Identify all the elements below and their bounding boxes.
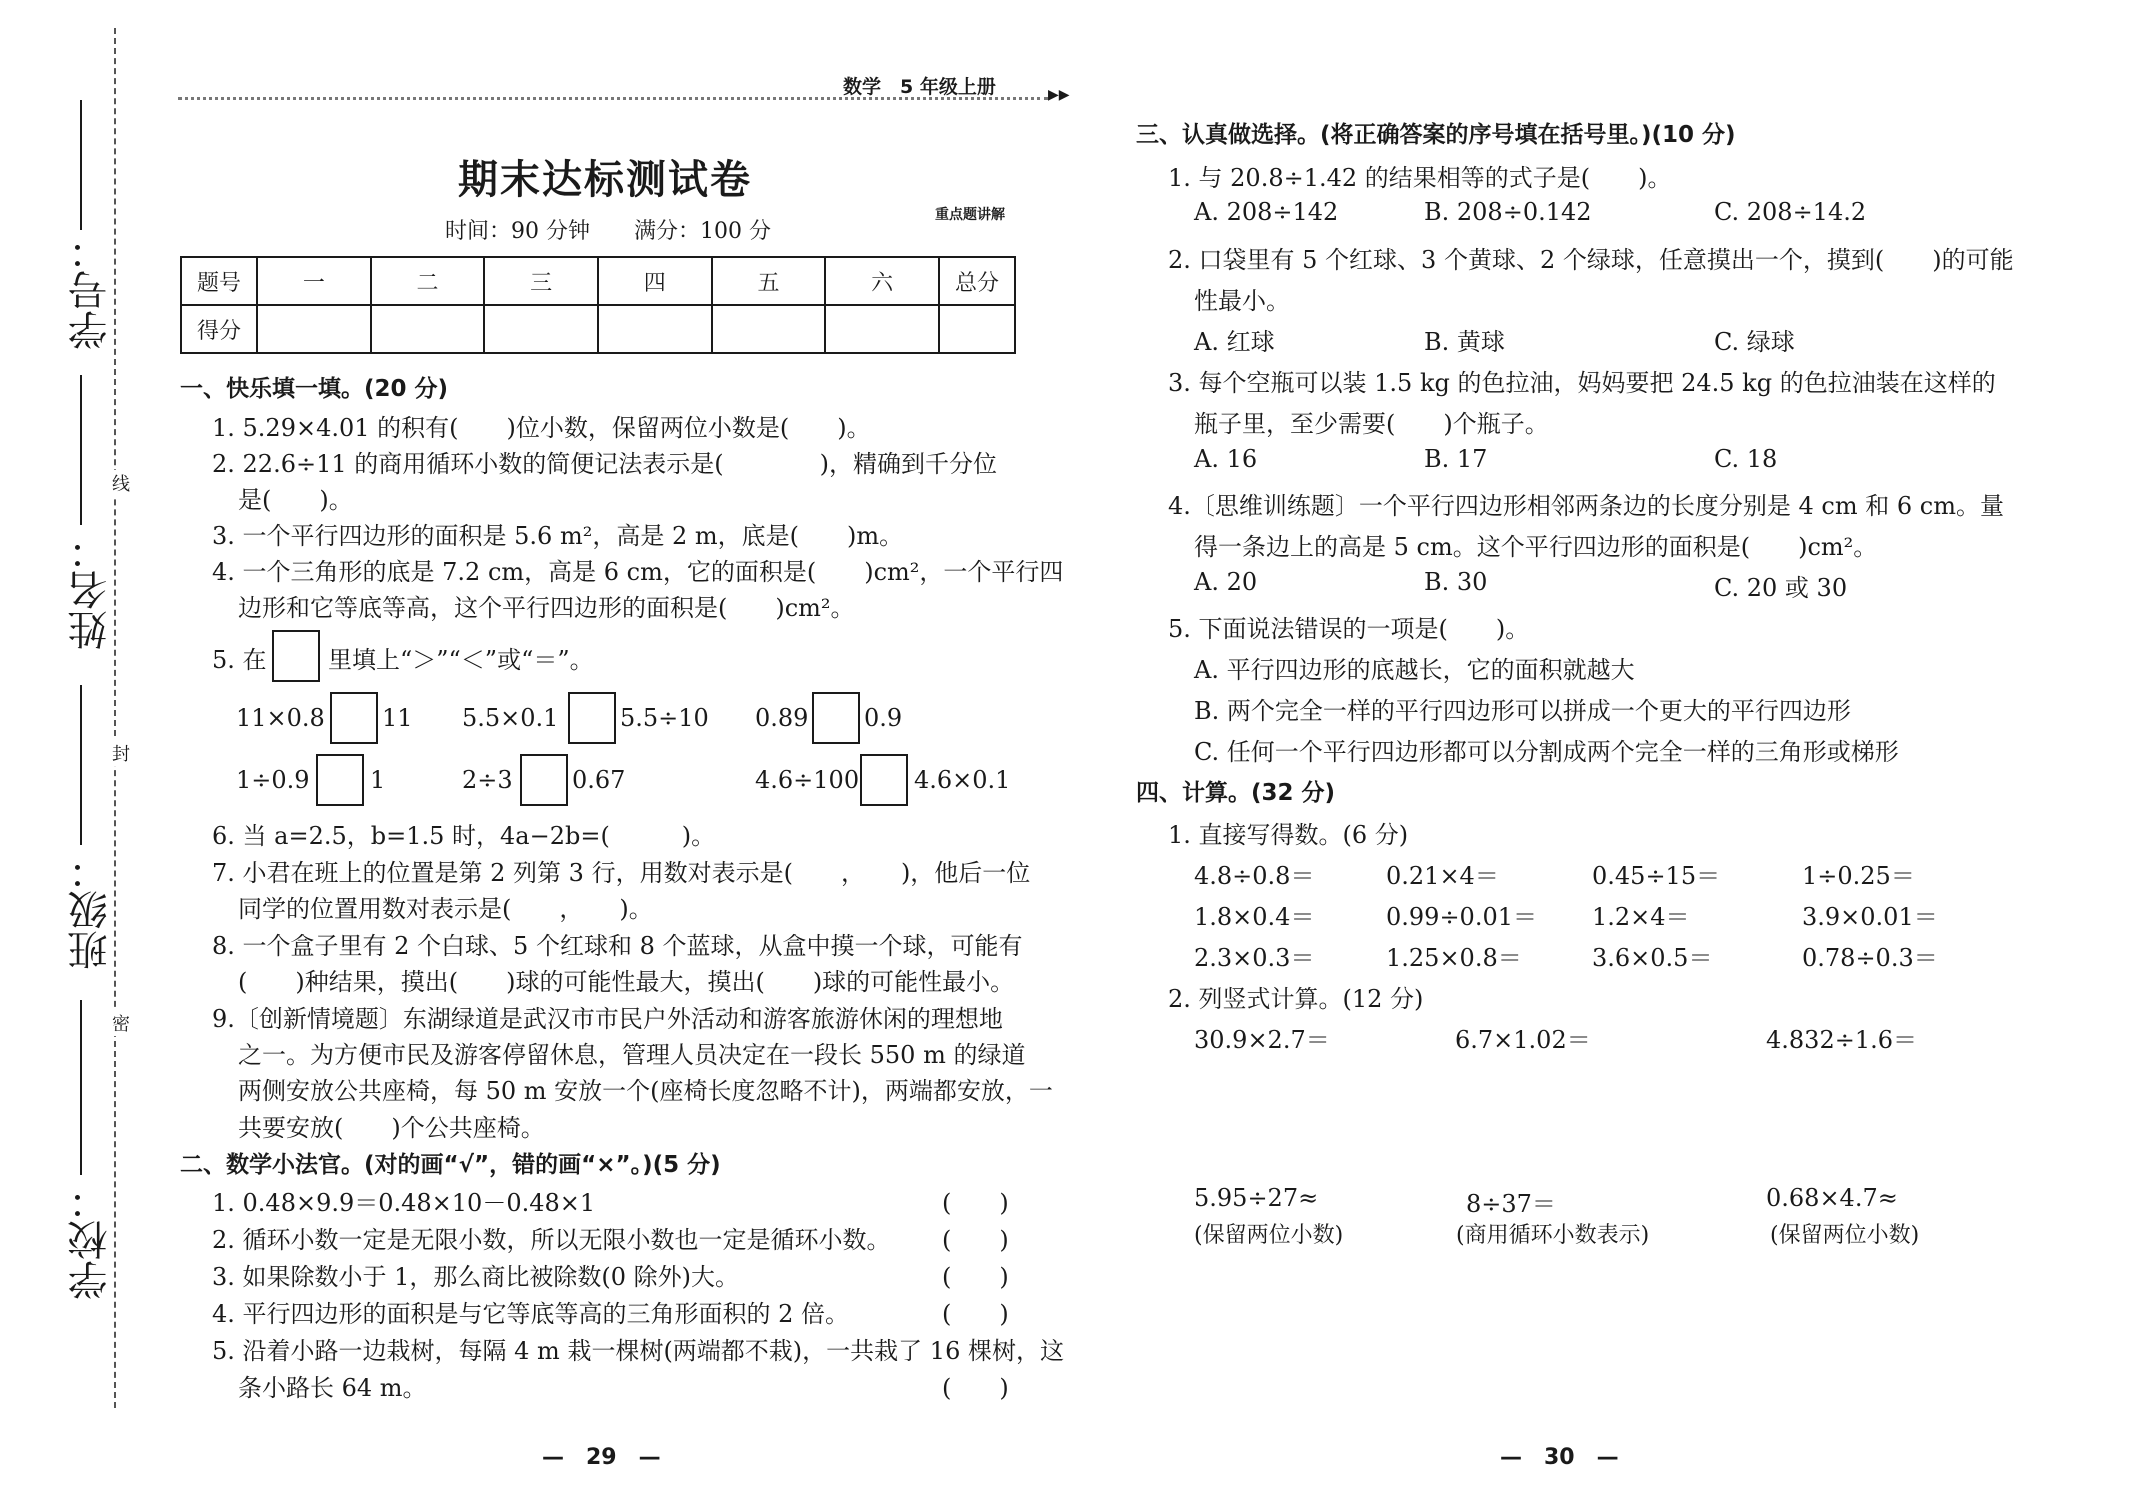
compare-box[interactable] [812,692,860,744]
seal-char-secret: 密 [112,1010,130,1036]
compare-box[interactable] [316,754,364,806]
direct-calc: 1.8×0.4＝ [1194,903,1315,931]
s1-q8-cont: ( )种结果，摸出( )球的可能性最大，摸出( )球的可能性最小。 [238,968,1015,996]
s1-q7-cont: 同学的位置用数对表示是( ， )。 [238,895,653,923]
s1-q2: 2. 22.6÷11 的商用循环小数的简便记法表示是( )，精确到千分位 [212,450,997,478]
student-id-line[interactable] [80,100,82,230]
s3-option[interactable]: A. 平行四边形的底越长，它的面积就越大 [1194,656,1635,684]
compare-box[interactable] [568,692,616,744]
score-table [180,256,1016,354]
compare-left: 0.89 [755,704,809,732]
s3-option[interactable]: B. 17 [1424,445,1488,473]
score-input-cell[interactable] [712,305,826,353]
score-table-score-row [181,305,1015,353]
student-id-label: 学号： [68,230,114,350]
compare-right: 11 [382,704,413,732]
page-number-right: — 30 — [1500,1445,1619,1470]
section2-title: 二、数学小法官。(对的画“√”，错的画“×”。)(5 分) [180,1152,721,1178]
s1-q4: 4. 一个三角形的底是 7.2 cm，高是 6 cm，它的面积是( )cm²，一个平行四 [212,558,1064,586]
direct-calc: 1.25×0.8＝ [1386,944,1522,972]
s3-option[interactable]: B. 两个完全一样的平行四边形可以拼成一个更大的平行四边形 [1194,697,1851,725]
approx-calc: 0.68×4.7≈ [1766,1184,1898,1212]
s3-q2: 2. 口袋里有 5 个红球、3 个黄球、2 个绿球，任意摸出一个，摸到( )的可能 [1168,246,2014,274]
direct-calc: 1.2×4＝ [1592,903,1690,931]
s3-q5: 5. 下面说法错误的一项是( )。 [1168,615,1530,643]
direct-calc: 0.21×4＝ [1386,862,1499,890]
s3-option[interactable]: C. 任何一个平行四边形都可以分割成两个完全一样的三角形或梯形 [1194,738,1899,766]
section3-title: 三、认真做选择。(将正确答案的序号填在括号里。)(10 分) [1136,122,1736,148]
score-table-header-row [181,257,1015,305]
s3-option[interactable]: C. 18 [1714,445,1778,473]
header-dotted-rule [178,97,1048,100]
compare-right: 0.67 [572,766,626,794]
seal-char-line: 线 [112,470,130,496]
compare-left: 5.5×0.1 [462,704,559,732]
direct-calc: 0.99÷0.01＝ [1386,903,1537,931]
section4-title: 四、计算。(32 分) [1136,780,1336,806]
s1-q1: 1. 5.29×4.01 的积有( )位小数，保留两位小数是( )。 [212,414,871,442]
score-cell: 四 [598,257,712,305]
s3-option[interactable]: A. 208÷142 [1194,198,1339,226]
score-input-cell[interactable] [825,305,939,353]
score-input-cell[interactable] [598,305,712,353]
score-cell: 三 [484,257,598,305]
compare-left: 2÷3 [462,766,513,794]
s3-option[interactable]: B. 208÷0.142 [1424,198,1592,226]
s2-answer-paren[interactable]: ( ) [942,1300,1009,1328]
direct-calc: 3.6×0.5＝ [1592,944,1713,972]
s3-option[interactable]: B. 黄球 [1424,328,1505,356]
s2-answer-paren[interactable]: ( ) [942,1263,1009,1291]
s1-q9-cont1: 之一。为方便市民及游客停留休息，管理人员决定在一段长 550 m 的绿道 [238,1041,1026,1069]
score-cell: 得分 [181,305,257,353]
s3-option[interactable]: B. 30 [1424,568,1488,596]
compare-right: 1 [370,766,386,794]
s3-q2-cont: 性最小。 [1194,287,1290,315]
direct-calc: 1÷0.25＝ [1802,862,1915,890]
binding-dashed-line [114,28,116,1408]
s3-q4-cont: 得一条边上的高是 5 cm。这个平行四边形的面积是( )cm²。 [1194,533,1878,561]
s3-option[interactable]: C. 绿球 [1714,328,1795,356]
sample-compare-box [272,630,320,682]
approx-note: (保留两位小数) [1194,1223,1344,1248]
s1-q5-suffix: 里填上“＞”“＜”或“＝”。 [328,646,594,674]
compare-right: 0.9 [864,704,903,732]
score-cell: 五 [712,257,826,305]
s1-q8: 8. 一个盒子里有 2 个白球、5 个红球和 8 个蓝球，从盒中摸一个球，可能有 [212,932,1023,960]
compare-right: 4.6×0.1 [914,766,1011,794]
s2-item: 5. 沿着小路一边栽树，每隔 4 m 栽一棵树(两端都不栽)，一共栽了 16 棵树，这 [212,1337,1064,1365]
score-cell: 总分 [939,257,1015,305]
seal-char-seal: 封 [112,740,130,766]
score-input-cell[interactable] [257,305,371,353]
s3-q3-cont: 瓶子里，至少需要( )个瓶子。 [1194,410,1549,438]
s3-option[interactable]: C. 20 或 30 [1714,574,1848,602]
s2-answer-paren[interactable]: ( ) [942,1226,1009,1254]
s2-item: 2. 循环小数一定是无限小数，所以无限小数也一定是循环小数。 [212,1226,891,1254]
s2-item: 4. 平行四边形的面积是与它等底等高的三角形面积的 2 倍。 [212,1300,850,1328]
s1-q7: 7. 小君在班上的位置是第 2 列第 3 行，用数对表示是( ， )，他后一位 [212,859,1031,887]
name-line[interactable] [80,375,82,525]
direct-calc: 0.78÷0.3＝ [1802,944,1938,972]
page-number-left: — 29 — [542,1445,661,1470]
approx-note: (保留两位小数) [1770,1223,1920,1248]
s1-q2-cont: 是( )。 [238,486,353,514]
s1-q9-cont3: 共要安放( )个公共座椅。 [238,1114,545,1142]
compare-left: 11×0.8 [236,704,325,732]
s1-q4-cont: 边形和它等底等高，这个平行四边形的面积是( )cm²。 [238,594,855,622]
approx-calc: 8÷37＝ [1466,1190,1556,1218]
class-line[interactable] [80,685,82,845]
school-line[interactable] [80,1000,82,1175]
subject-header: 数学 5 年级上册 [843,76,996,98]
compare-left: 1÷0.9 [236,766,310,794]
s1-q9-cont2: 两侧安放公共座椅，每 50 m 安放一个(座椅长度忽略不计)，两端都安放，一 [238,1077,1053,1105]
s3-q4: 4.〔思维训练题〕一个平行四边形相邻两条边的长度分别是 4 cm 和 6 cm。量 [1168,492,2004,520]
approx-note: (商用循环小数表示) [1456,1223,1650,1248]
name-label: 姓名： [68,530,114,650]
compare-box[interactable] [330,692,378,744]
compare-box[interactable] [860,754,908,806]
score-cell: 二 [371,257,485,305]
s3-q3: 3. 每个空瓶可以装 1.5 kg 的色拉油，妈妈要把 24.5 kg 的色拉油装在这样的 [1168,369,1996,397]
class-label: 班级： [68,850,114,970]
vertical-calc: 6.7×1.02＝ [1455,1026,1591,1054]
s2-answer-paren[interactable]: ( ) [942,1189,1009,1217]
compare-box[interactable] [520,754,568,806]
score-input-cell[interactable] [484,305,598,353]
s1-q9: 9.〔创新情境题〕东湖绿道是武汉市市民户外活动和游客旅游休闲的理想地 [212,1005,1003,1033]
s4-sub2: 2. 列竖式计算。(12 分) [1168,985,1424,1013]
time-score: 时间：90 分钟 满分：100 分 [445,219,771,244]
compare-right: 5.5÷10 [620,704,709,732]
s4-sub1: 1. 直接写得数。(6 分) [1168,821,1409,849]
s1-q6: 6. 当 a=2.5，b=1.5 时，4a−2b=( )。 [212,822,716,850]
direct-calc: 4.8÷0.8＝ [1194,862,1315,890]
s2-item: 1. 0.48×9.9＝0.48×10－0.48×1 [212,1189,596,1217]
s2-item-cont: 条小路长 64 m。 [238,1374,427,1402]
score-input-cell[interactable] [371,305,485,353]
direct-calc: 2.3×0.3＝ [1194,944,1315,972]
s1-q3: 3. 一个平行四边形的面积是 5.6 m²，高是 2 m，底是( )m。 [212,522,904,550]
header-arrow-icon: ▶▶ [1048,87,1070,103]
vertical-calc: 4.832÷1.6＝ [1766,1026,1917,1054]
section1-title: 一、快乐填一填。(20 分) [180,376,449,402]
s2-item: 3. 如果除数小于 1，那么商比被除数(0 除外)大。 [212,1263,740,1291]
compare-left: 4.6÷100 [755,766,860,794]
school-label: 学校： [68,1180,114,1300]
approx-calc: 5.95÷27≈ [1194,1184,1319,1212]
s3-option[interactable]: A. 16 [1194,445,1258,473]
s1-q5-prefix: 5. 在 [212,646,267,674]
s3-option[interactable]: C. 208÷14.2 [1714,198,1867,226]
s2-answer-paren[interactable]: ( ) [942,1374,1009,1402]
score-cell: 题号 [181,257,257,305]
key-tag[interactable]: 重点题讲解 [935,207,1005,223]
score-input-cell[interactable] [939,305,1015,353]
vertical-calc: 30.9×2.7＝ [1194,1026,1330,1054]
s3-option[interactable]: A. 20 [1194,568,1258,596]
score-cell: 六 [825,257,939,305]
direct-calc: 0.45÷15＝ [1592,862,1721,890]
paper-title: 期末达标测试卷 [458,157,752,203]
s3-option[interactable]: A. 红球 [1194,328,1275,356]
score-cell: 一 [257,257,371,305]
direct-calc: 3.9×0.01＝ [1802,903,1938,931]
s3-q1: 1. 与 20.8÷1.42 的结果相等的式子是( )。 [1168,164,1672,192]
